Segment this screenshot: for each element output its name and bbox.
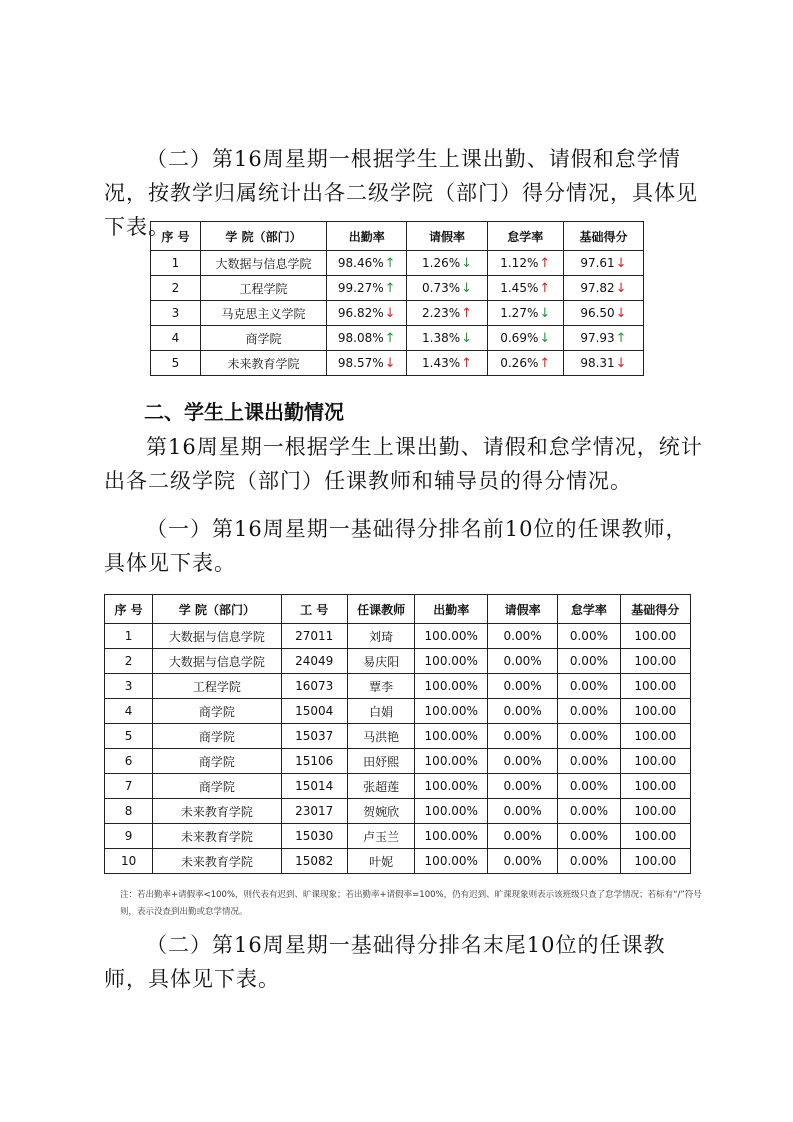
cell-no: 10 [105, 849, 153, 874]
cell-staff-id: 16073 [281, 674, 347, 699]
college-score-table [150, 221, 644, 376]
table-row [105, 674, 691, 699]
arrow-down-icon: ↓ [384, 305, 396, 321]
cell-leave-value: 0.73% [422, 280, 461, 295]
cell-teacher: 覃李 [347, 674, 415, 699]
cell-att [327, 276, 407, 301]
cell-truancy: 0.00% [558, 624, 620, 649]
section-heading: 二、学生上课出勤情况 [144, 400, 344, 424]
cell-college: 商学院 [153, 774, 281, 799]
cell-college: 大数据与信息学院 [153, 649, 281, 674]
table-row [151, 251, 644, 276]
cell-attendance: 100.00% [415, 624, 488, 649]
cell-score: 100.00 [620, 749, 690, 774]
cell-teacher: 田妤熙 [347, 749, 415, 774]
table-row [105, 699, 691, 724]
cell-score [563, 276, 643, 301]
table-footnote: 注：若出勤率+请假率<100%，则代表有迟到、旷课现象；若出勤率+请假率=100%，仍有迟到、旷课现象则表示该班级只查了怠学情况；若标有“/”符号则，表示没查到出勤或怠学情况。 [120, 889, 702, 917]
cell-score: 100.00 [620, 649, 690, 674]
col-header-leave: 请假率 [407, 222, 487, 251]
cell-no: 5 [105, 724, 153, 749]
cell-leave: 0.00% [488, 799, 558, 824]
arrow-up-icon: ↑ [384, 280, 396, 296]
cell-college [200, 351, 326, 376]
cell-leave [407, 251, 487, 276]
cell-leave: 0.00% [488, 649, 558, 674]
cell-teacher: 马洪艳 [347, 724, 415, 749]
cell-leave [407, 326, 487, 351]
teacher-top10-table [104, 594, 691, 874]
cell-attendance: 100.00% [415, 799, 488, 824]
cell-teacher: 易庆阳 [347, 649, 415, 674]
arrow-up-icon: ↑ [539, 355, 551, 371]
cell-truancy: 0.00% [558, 849, 620, 874]
arrow-down-icon: ↓ [615, 280, 627, 296]
arrow-down-icon: ↓ [615, 255, 627, 271]
table-row [105, 749, 691, 774]
table-row [105, 649, 691, 674]
cell-staff-id: 15082 [281, 849, 347, 874]
cell-att-value: 98.46% [337, 255, 384, 270]
cell-college-value: 工程学院 [239, 281, 288, 296]
cell-leave: 0.00% [488, 749, 558, 774]
arrow-down-icon: ↓ [615, 305, 627, 321]
cell-teacher: 卢玉兰 [347, 824, 415, 849]
cell-college: 商学院 [153, 699, 281, 724]
cell-college: 未来教育学院 [153, 849, 281, 874]
col-header-score: 基础得分 [563, 222, 643, 251]
section-paragraph: 第16周星期一根据学生上课出勤、请假和怠学情况，统计出各二级学院（部门）任课教师和辅导员的得分情况。 [104, 435, 703, 493]
cell-score: 100.00 [620, 849, 690, 874]
cell-leave: 0.00% [488, 774, 558, 799]
cell-leave-value: 1.26% [422, 255, 461, 270]
cell-score: 100.00 [620, 724, 690, 749]
cell-no: 4 [105, 699, 153, 724]
cell-score-value: 96.50 [580, 305, 615, 320]
cell-staff-id: 27011 [281, 624, 347, 649]
col-header-score: 基础得分 [620, 595, 690, 624]
col-header-no: 序 号 [105, 595, 153, 624]
cell-truancy: 0.00% [558, 799, 620, 824]
cell-attendance: 100.00% [415, 824, 488, 849]
cell-score-value: 97.61 [580, 255, 615, 270]
cell-no-value: 3 [171, 306, 180, 320]
cell-teacher: 贺婉欣 [347, 799, 415, 824]
cell-no [151, 251, 201, 276]
cell-truancy: 0.00% [558, 724, 620, 749]
arrow-up-icon: ↑ [539, 255, 551, 271]
cell-attendance: 100.00% [415, 649, 488, 674]
cell-truancy: 0.00% [558, 749, 620, 774]
cell-truancy-value: 1.27% [500, 305, 539, 320]
cell-no: 7 [105, 774, 153, 799]
cell-truancy: 0.00% [558, 649, 620, 674]
cell-college: 大数据与信息学院 [153, 624, 281, 649]
arrow-down-icon: ↓ [461, 330, 473, 346]
cell-leave-value: 1.43% [422, 355, 461, 370]
cell-college-value: 马克思主义学院 [221, 306, 306, 321]
cell-college-value: 大数据与信息学院 [215, 256, 312, 271]
cell-leave [407, 276, 487, 301]
cell-college-value: 商学院 [245, 331, 282, 346]
cell-score: 100.00 [620, 774, 690, 799]
cell-leave: 0.00% [488, 849, 558, 874]
cell-attendance: 100.00% [415, 774, 488, 799]
cell-attendance: 100.00% [415, 724, 488, 749]
col-header-attendance: 出勤率 [327, 222, 407, 251]
cell-staff-id: 15037 [281, 724, 347, 749]
cell-leave: 0.00% [488, 699, 558, 724]
cell-truancy [487, 326, 563, 351]
col-header-college: 学 院（部门） [200, 222, 326, 251]
cell-college: 工程学院 [153, 674, 281, 699]
cell-truancy: 0.00% [558, 824, 620, 849]
cell-no [151, 276, 201, 301]
cell-leave: 0.00% [488, 724, 558, 749]
cell-truancy [487, 276, 563, 301]
table-row [151, 301, 644, 326]
teacher-top10-table-body [105, 624, 691, 874]
cell-leave: 0.00% [488, 624, 558, 649]
cell-truancy: 0.00% [558, 774, 620, 799]
cell-teacher: 刘琦 [347, 624, 415, 649]
cell-att [327, 326, 407, 351]
cell-no: 2 [105, 649, 153, 674]
cell-teacher: 白娟 [347, 699, 415, 724]
intro-paragraph: （二）第16周星期一根据学生上课出勤、请假和怠学情况，按教学归属统计出各二级学院（部门）得分情况，具体见下表。 [104, 147, 698, 239]
cell-leave: 0.00% [488, 674, 558, 699]
cell-college: 未来教育学院 [153, 799, 281, 824]
cell-att [327, 301, 407, 326]
cell-college [200, 251, 326, 276]
cell-truancy-value: 0.26% [500, 355, 539, 370]
cell-leave-value: 1.38% [422, 330, 461, 345]
cell-score-value: 97.82 [580, 280, 615, 295]
col-header-leave: 请假率 [488, 595, 558, 624]
cell-staff-id: 23017 [281, 799, 347, 824]
arrow-down-icon: ↓ [539, 305, 551, 321]
cell-score: 100.00 [620, 674, 690, 699]
arrow-up-icon: ↑ [615, 330, 627, 346]
cell-score: 100.00 [620, 699, 690, 724]
cell-no [151, 301, 201, 326]
cell-attendance: 100.00% [415, 849, 488, 874]
cell-leave: 0.00% [488, 824, 558, 849]
cell-attendance: 100.00% [415, 699, 488, 724]
cell-college: 商学院 [153, 724, 281, 749]
college-score-table-body [151, 251, 644, 376]
cell-no: 6 [105, 749, 153, 774]
table-row [151, 351, 644, 376]
cell-no: 8 [105, 799, 153, 824]
arrow-up-icon: ↑ [539, 280, 551, 296]
cell-score: 100.00 [620, 824, 690, 849]
cell-att-value: 99.27% [337, 280, 384, 295]
table-row [151, 326, 644, 351]
col-header-truancy: 怠学率 [487, 222, 563, 251]
table-header-row [151, 222, 644, 251]
cell-college: 未来教育学院 [153, 824, 281, 849]
cell-college [200, 276, 326, 301]
cell-no-value: 2 [171, 281, 180, 295]
cell-score [563, 351, 643, 376]
cell-no: 9 [105, 824, 153, 849]
arrow-up-icon: ↑ [461, 355, 473, 371]
cell-staff-id: 15106 [281, 749, 347, 774]
table-row [105, 824, 691, 849]
cell-att-value: 98.57% [337, 355, 384, 370]
cell-score: 100.00 [620, 624, 690, 649]
section-subheading-top10: （一）第16周星期一基础得分排名前10位的任课教师，具体见下表。 [104, 517, 688, 575]
cell-score [563, 301, 643, 326]
table-header-row [105, 595, 691, 624]
cell-no-value: 5 [171, 356, 180, 370]
cell-college [200, 326, 326, 351]
table-row [151, 276, 644, 301]
col-header-attendance: 出勤率 [415, 595, 488, 624]
cell-score [563, 251, 643, 276]
col-header-no: 序 号 [151, 222, 201, 251]
cell-score-value: 98.31 [580, 355, 615, 370]
cell-leave-value: 2.23% [422, 305, 461, 320]
cell-leave [407, 351, 487, 376]
arrow-up-icon: ↑ [384, 255, 396, 271]
cell-no [151, 351, 201, 376]
table-row [105, 724, 691, 749]
cell-no: 1 [105, 624, 153, 649]
cell-truancy: 0.00% [558, 674, 620, 699]
cell-att-value: 96.82% [337, 305, 384, 320]
cell-college: 商学院 [153, 749, 281, 774]
cell-attendance: 100.00% [415, 674, 488, 699]
col-header-truancy: 怠学率 [558, 595, 620, 624]
cell-truancy [487, 351, 563, 376]
cell-no [151, 326, 201, 351]
cell-staff-id: 15014 [281, 774, 347, 799]
cell-truancy [487, 251, 563, 276]
cell-teacher: 张超莲 [347, 774, 415, 799]
cell-att-value: 98.08% [337, 330, 384, 345]
table-row [105, 774, 691, 799]
arrow-down-icon: ↓ [461, 280, 473, 296]
cell-truancy [487, 301, 563, 326]
cell-no-value: 1 [171, 256, 180, 270]
cell-no-value: 4 [171, 331, 180, 345]
arrow-down-icon: ↓ [615, 355, 627, 371]
cell-truancy: 0.00% [558, 699, 620, 724]
col-header-teacher: 任课教师 [347, 595, 415, 624]
cell-attendance: 100.00% [415, 749, 488, 774]
arrow-down-icon: ↓ [539, 330, 551, 346]
cell-att [327, 351, 407, 376]
table-row [105, 799, 691, 824]
cell-leave [407, 301, 487, 326]
cell-score: 100.00 [620, 799, 690, 824]
cell-no: 3 [105, 674, 153, 699]
section-subheading-bottom10: （二）第16周星期一基础得分排名末尾10位的任课教师，具体见下表。 [104, 933, 666, 991]
cell-score [563, 326, 643, 351]
arrow-up-icon: ↑ [461, 305, 473, 321]
col-header-college: 学 院（部门） [153, 595, 281, 624]
cell-truancy-value: 0.69% [500, 330, 539, 345]
table-row [105, 849, 691, 874]
cell-truancy-value: 1.45% [500, 280, 539, 295]
table-row [105, 624, 691, 649]
arrow-down-icon: ↓ [461, 255, 473, 271]
cell-college [200, 301, 326, 326]
cell-college-value: 未来教育学院 [227, 356, 300, 371]
cell-staff-id: 15004 [281, 699, 347, 724]
cell-att [327, 251, 407, 276]
col-header-staff-id: 工 号 [281, 595, 347, 624]
cell-truancy-value: 1.12% [500, 255, 539, 270]
arrow-down-icon: ↓ [384, 355, 396, 371]
arrow-up-icon: ↑ [384, 330, 396, 346]
cell-teacher: 叶妮 [347, 849, 415, 874]
cell-staff-id: 15030 [281, 824, 347, 849]
cell-score-value: 97.93 [580, 330, 615, 345]
cell-staff-id: 24049 [281, 649, 347, 674]
